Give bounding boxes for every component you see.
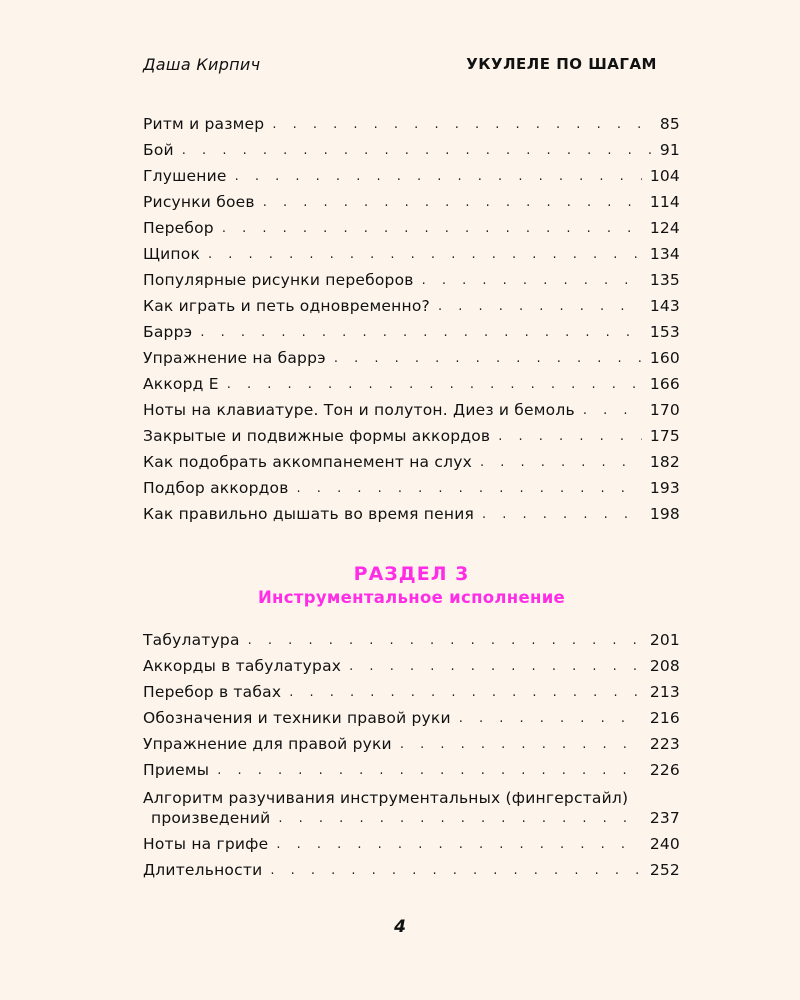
toc-entry-title: Популярные рисунки переборов bbox=[143, 271, 414, 289]
toc-entry-page: 175 bbox=[649, 427, 680, 445]
toc-entry-page: 85 bbox=[659, 115, 680, 133]
toc-entry-page: 135 bbox=[649, 271, 680, 289]
toc-entry-title: Ритм и размер bbox=[143, 115, 265, 133]
dot-leader bbox=[459, 711, 642, 726]
toc-entry-page: 166 bbox=[649, 375, 680, 393]
toc-entry-page: 91 bbox=[659, 141, 680, 159]
toc-entry bbox=[143, 323, 680, 349]
toc-entry-page: 182 bbox=[649, 453, 680, 471]
dot-leader bbox=[289, 685, 642, 700]
toc-entry-title: Перебор bbox=[143, 219, 214, 237]
toc-entry bbox=[143, 479, 680, 505]
toc-entry bbox=[143, 349, 680, 375]
toc-entry-title-line-1: Алгоритм разучивания инструментальных (фингерстайл) bbox=[143, 789, 629, 807]
toc-entry bbox=[143, 245, 680, 271]
toc-entry bbox=[143, 761, 680, 787]
toc-entry-page: 114 bbox=[649, 193, 680, 211]
dot-leader bbox=[422, 273, 642, 288]
dot-leader bbox=[263, 195, 642, 210]
toc-entry-page: 213 bbox=[649, 683, 680, 701]
toc-entry-title: Как подобрать аккомпанемент на слух bbox=[143, 453, 472, 471]
toc-entry-title: Щипок bbox=[143, 245, 201, 263]
toc-entry-title: Упражнение для правой руки bbox=[143, 735, 392, 753]
toc-entry-page: 153 bbox=[649, 323, 680, 341]
toc-entry-title: Приемы bbox=[143, 761, 210, 779]
dot-leader bbox=[583, 403, 642, 418]
toc-entry-title: Упражнение на баррэ bbox=[143, 349, 326, 367]
toc-entry-page: 208 bbox=[649, 657, 680, 675]
toc-entry bbox=[143, 657, 680, 683]
dot-leader bbox=[217, 763, 642, 778]
toc-entry-title: Перебор в табах bbox=[143, 683, 282, 701]
toc-entry-page: 104 bbox=[649, 167, 680, 185]
toc-entry bbox=[143, 835, 680, 861]
toc-entry-title: Аккорд Е bbox=[143, 375, 219, 393]
dot-leader bbox=[498, 429, 642, 444]
dot-leader bbox=[222, 221, 642, 236]
toc-entry-page: 143 bbox=[649, 297, 680, 315]
toc-entry bbox=[143, 631, 680, 657]
toc-entry-title: Как правильно дышать во время пения bbox=[143, 505, 474, 523]
header-book-title: УКУЛЕЛЕ ПО ШАГАМ bbox=[466, 55, 657, 73]
dot-leader bbox=[270, 863, 641, 878]
toc-entry-page: 193 bbox=[649, 479, 680, 497]
toc-entry bbox=[143, 709, 680, 735]
toc-entry-title: Как играть и петь одновременно? bbox=[143, 297, 430, 315]
toc-entry bbox=[143, 141, 680, 167]
toc-entry-page: 124 bbox=[649, 219, 680, 237]
toc-entry-title: Рисунки боев bbox=[143, 193, 255, 211]
toc-list-part-1 bbox=[143, 115, 680, 531]
dot-leader bbox=[200, 325, 641, 340]
page-number: 4 bbox=[394, 917, 406, 937]
dot-leader bbox=[235, 169, 642, 184]
toc-entry bbox=[143, 427, 680, 453]
dot-leader bbox=[297, 481, 642, 496]
toc-entry-title: Закрытые и подвижные формы аккордов bbox=[143, 427, 491, 445]
dot-leader bbox=[438, 299, 642, 314]
section-subtitle: Инструментальное исполнение bbox=[257, 588, 566, 607]
toc-entry-page: 240 bbox=[649, 835, 680, 853]
dot-leader bbox=[278, 811, 641, 826]
toc-entry-page: 198 bbox=[649, 505, 680, 523]
toc-entry-title: Подбор аккордов bbox=[143, 479, 289, 497]
toc-entry bbox=[143, 193, 680, 219]
toc-entry-page: 216 bbox=[649, 709, 680, 727]
toc-entry bbox=[143, 735, 680, 761]
dot-leader bbox=[208, 247, 642, 262]
dot-leader bbox=[248, 633, 642, 648]
toc-entry bbox=[143, 861, 680, 887]
dot-leader bbox=[349, 659, 642, 674]
toc-entry bbox=[143, 271, 680, 297]
dot-leader bbox=[480, 455, 642, 470]
section-label: РАЗДЕЛ 3 bbox=[353, 563, 470, 585]
toc-entry-title: Обозначения и техники правой руки bbox=[143, 709, 451, 727]
toc-entry-page: 134 bbox=[649, 245, 680, 263]
toc-entry-page: 252 bbox=[649, 861, 680, 879]
toc-entry-title: Бой bbox=[143, 141, 174, 159]
toc-entry-title: Длительности bbox=[143, 861, 263, 879]
toc-entry-page: 201 bbox=[649, 631, 680, 649]
toc-entry bbox=[143, 297, 680, 323]
dot-leader bbox=[400, 737, 642, 752]
toc-entry-title: Ноты на клавиатуре. Тон и полутон. Диез и бемоль bbox=[143, 401, 575, 419]
toc-entry-multiline bbox=[143, 787, 680, 835]
dot-leader bbox=[276, 837, 641, 852]
toc-entry-title: Табулатура bbox=[143, 631, 240, 649]
toc-entry-title: Ноты на грифе bbox=[143, 835, 269, 853]
section-heading bbox=[143, 562, 680, 610]
toc-entry bbox=[143, 505, 680, 531]
dot-leader bbox=[334, 351, 642, 366]
toc-entry-title: Аккорды в табулатурах bbox=[143, 657, 342, 675]
header-author: Даша Кирпич bbox=[143, 55, 261, 74]
toc-entry-page: 160 bbox=[649, 349, 680, 367]
toc-entry-page: 170 bbox=[649, 401, 680, 419]
toc-entry bbox=[143, 683, 680, 709]
toc-entry bbox=[143, 219, 680, 245]
toc-entry-line-2 bbox=[143, 809, 680, 835]
toc-entry bbox=[143, 453, 680, 479]
toc-entry-page: 223 bbox=[649, 735, 680, 753]
toc-entry bbox=[143, 115, 680, 141]
dot-leader bbox=[272, 117, 652, 132]
toc-list-part-2 bbox=[143, 631, 680, 887]
toc-entry bbox=[143, 401, 680, 427]
toc-entry-page: 226 bbox=[649, 761, 680, 779]
toc-entry bbox=[143, 167, 680, 193]
toc-entry bbox=[143, 375, 680, 401]
dot-leader bbox=[182, 143, 652, 158]
dot-leader bbox=[227, 377, 642, 392]
toc-entry-title: Баррэ bbox=[143, 323, 193, 341]
toc-entry-title: Глушение bbox=[143, 167, 227, 185]
toc-entry-title-line-2: произведений bbox=[151, 809, 271, 827]
dot-leader bbox=[482, 507, 642, 522]
toc-entry-page: 237 bbox=[649, 809, 680, 827]
